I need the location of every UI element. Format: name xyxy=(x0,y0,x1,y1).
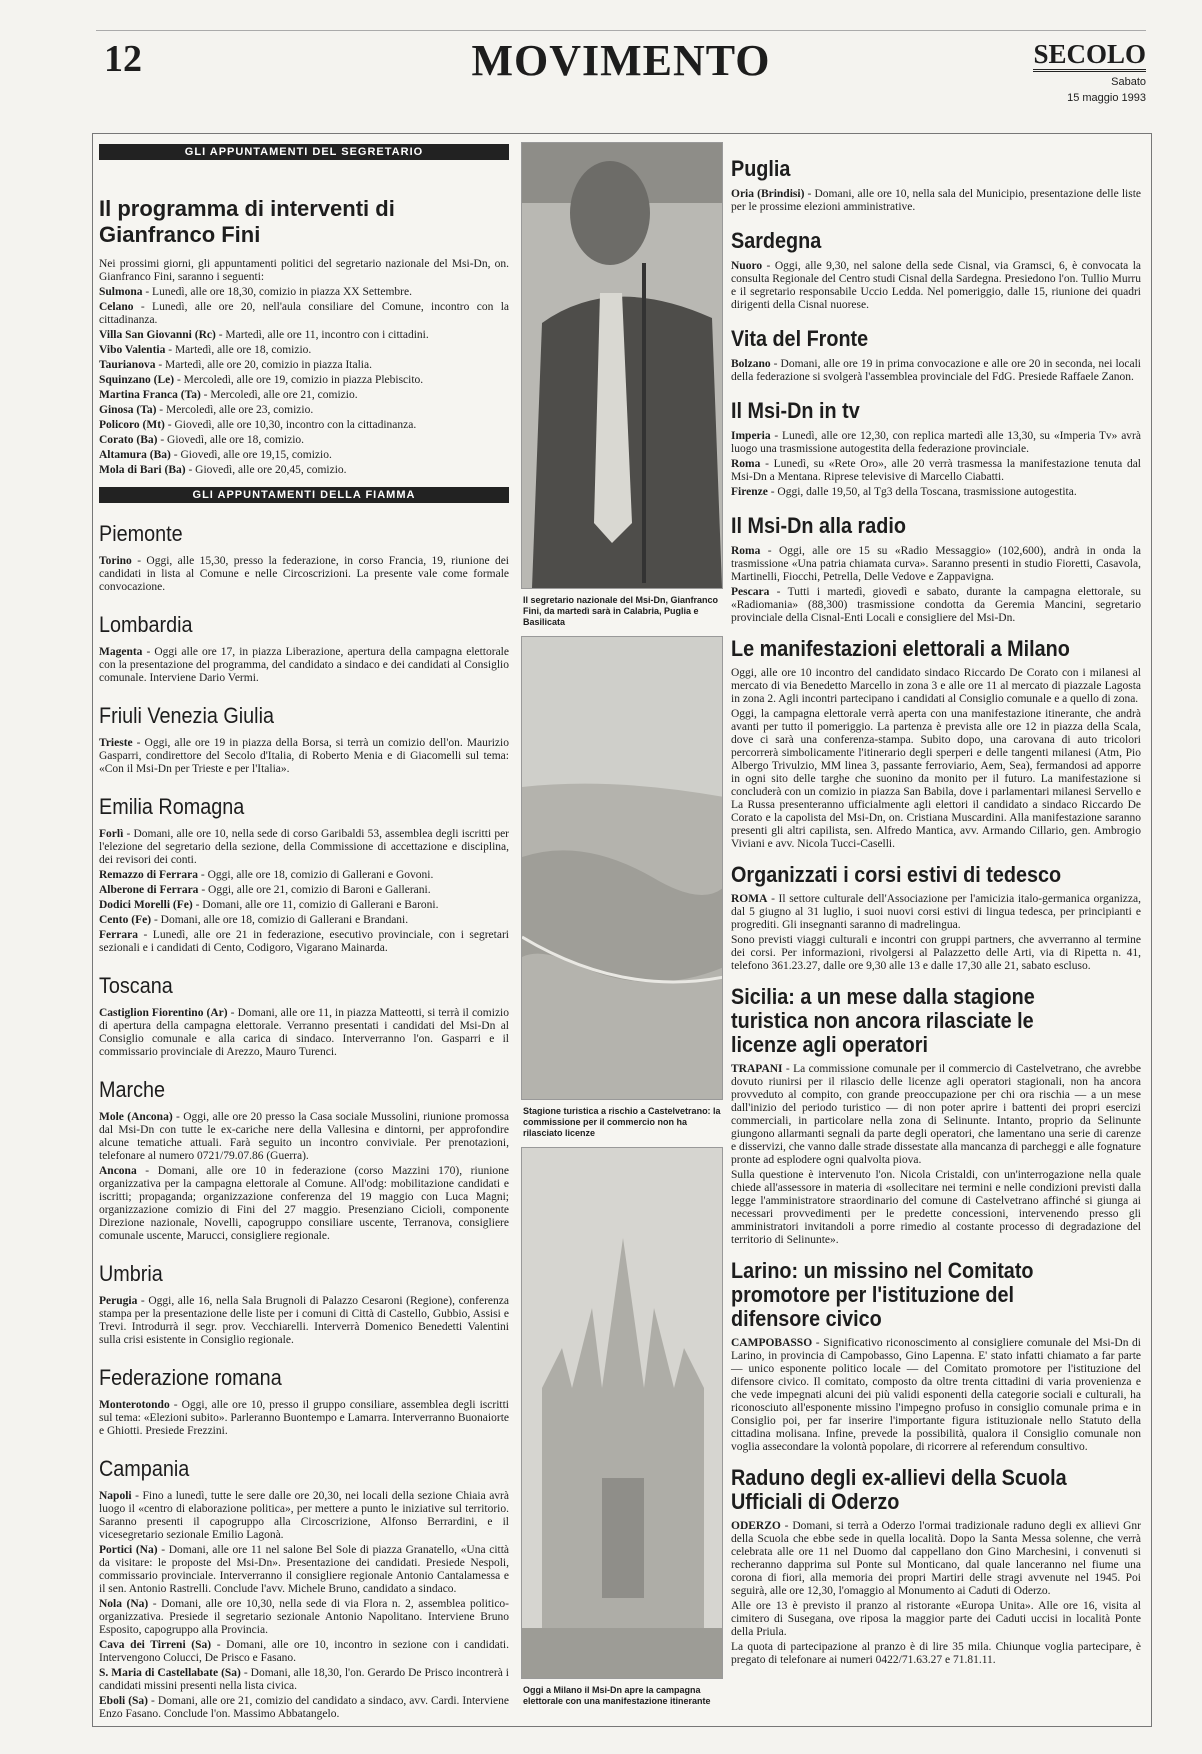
listing-item xyxy=(731,1337,1141,1454)
listing-text: - Il settore culturale dell'Associazione per l'amicizia italo-germanica organizza, dal 5 giugno al 31 luglio, i suoi nuovi corsi estivi di lingua tedesca, per principianti e progrediti. Gli insegnanti saranno di madrelingua. xyxy=(731,893,1141,931)
listing-item xyxy=(99,286,509,299)
listing-item xyxy=(99,646,509,685)
listing-text: Alle ore 13 è previsto il pranzo al ristorante «Europa Unita». Alle ore 16, visita al cimitero di Susegana, ove riposa la maggior parte dei Caduti uccisi in località Ponte della Priula. xyxy=(731,1600,1141,1638)
section-bar-fiamma: GLI APPUNTAMENTI DELLA FIAMMA xyxy=(99,487,509,503)
listing-text: - Martedì, alle ore 20, comizio in piazza Italia. xyxy=(155,359,372,371)
listing-place: Ferrara xyxy=(99,929,138,941)
section-title: MOVIMENTO xyxy=(471,36,771,85)
listing-text: - Giovedì, alle ore 10,30, incontro con la cittadinanza. xyxy=(164,419,417,431)
section-heading: Le manifestazioni elettorali a Milano xyxy=(731,636,1070,661)
listing-place: TRAPANI xyxy=(731,1063,783,1075)
listing-text: - Significativo riconoscimento al consigliere comunale del Msi-Dn di Larino, in provincia di Campobasso, Gino Lapenna. E' stato infatti chiamato a far parte — unico esponente politico locale — del Comitato promotore per l'istituzione del difensore civico. Il comitato, composto da oltre trenta cittadini di varia provenienza e che vede impegnati alcuni dei più validi esponenti della categorie sociali e culturali, ha riconosciuto all'esponente missino l'impegno profuso in consiglio comunale prima e in Consiglio poi, per far inserire l'importante figura istituzionale nello Statuto della cittadina molisana. Infine, prevede la possibilità, qualora il Consiglio comunale non voglia assecondare la volontà popolare, di ricorrere al referendum consultivo. xyxy=(731,1337,1141,1453)
right-listings xyxy=(731,156,1141,1667)
listing-place: Nuoro xyxy=(731,260,763,272)
listing-text: - Lunedì, alle ore 21 in federazione, esecutivo provinciale, con i segretari sezionali e i candidati di Cento, Codigoro, Vigarano Mainarda. xyxy=(99,929,509,954)
section-heading: Friuli Venezia Giulia xyxy=(99,703,274,728)
section-heading: Vita del Fronte xyxy=(731,326,869,351)
caption-coast: Stagione turistica a rischio a Castelvetrano: la commissione per il commercio non ha rilasciato licenze xyxy=(523,1106,721,1138)
listing-item xyxy=(99,1667,509,1693)
listing-item xyxy=(731,358,1141,384)
schedule-list xyxy=(99,286,509,477)
listing-place: Perugia xyxy=(99,1295,138,1307)
listing-item xyxy=(731,1063,1141,1167)
headline-fini: Il programma di interventi di Gianfranco Fini xyxy=(99,196,395,247)
listing-item xyxy=(99,929,509,955)
listing-place: Forlì xyxy=(99,828,124,840)
listing-place: Portici (Na) xyxy=(99,1544,158,1556)
listing-place: Cento (Fe) xyxy=(99,914,152,926)
listing-text: - Oggi, alle ore 21, comizio di Baroni e Gallerani. xyxy=(198,884,431,896)
listing-text: - Oggi, alle 15,30, presso la federazione, in corso Francia, 19, riunione dei candidati in lista al Comune e nelle Circoscrizioni. La presente vale come formale convocazione. xyxy=(99,555,509,593)
listing-text: - Domani, alle ore 10,30, nella sede di via Flora n. 2, assemblea politico-organizzativa. Presiede il segretario sezionale Antonio Napolitano. Interviene Bruno Esposito, capogruppo alla Provincia. xyxy=(99,1598,509,1636)
listing-text: - Oggi, alle ore 20 presso la Casa sociale Mussolini, riunione promossa dal Msi-Dn con tutte le ex-cariche nere della Vallesina e dintorni, per approfondire alcune tematiche attuali. Farà seguito un incontro conviviale. Per prenotazioni, telefonare al numero 0721/79.07.86 (Guerra). xyxy=(99,1111,510,1162)
listing-item xyxy=(731,893,1141,932)
section-heading: Il Msi-Dn in tv xyxy=(731,398,860,423)
listing-place: Mole (Ancona) xyxy=(99,1111,173,1123)
intro-text: Nei prossimi giorni, gli appuntamenti politici del segretario nazionale del Msi-Dn, on. Gianfranco Fini, saranno i seguenti: xyxy=(99,258,509,283)
listing-place: Sulmona xyxy=(99,286,143,298)
section-heading: Raduno degli ex-allievi della Scuola Ufficiali di Oderzo xyxy=(731,1465,1067,1514)
section-heading: Campania xyxy=(99,1456,190,1481)
listing-text: - Giovedì, alle ore 20,45, comizio. xyxy=(185,464,347,476)
listing-place: Dodici Morelli (Fe) xyxy=(99,899,193,911)
listing-item xyxy=(99,1598,509,1637)
newspaper-logo xyxy=(1033,39,1146,104)
listing-item xyxy=(731,188,1141,214)
listing-item xyxy=(99,419,509,432)
listing-place: Torino xyxy=(99,555,132,567)
listing-place: Roma xyxy=(731,545,761,557)
listing-item xyxy=(99,1111,509,1163)
listing-text: - Tutti i martedì, giovedì e sabato, durante la campagna elettorale, su «Radiomania» (88,300) trasmissione condotta da Geremia Mancini, segretario provinciale della Cisnal-Enti Locali e consigliere del Msi-Dn. xyxy=(731,586,1141,624)
coastline-icon xyxy=(522,637,723,1099)
listing-text: - Mercoledì, alle ore 23, comizio. xyxy=(156,404,314,416)
cathedral-icon xyxy=(522,1148,723,1678)
listing-item xyxy=(99,344,509,357)
listing-item xyxy=(99,1007,509,1059)
listing-text: - Domani, alle ore 10, nella sala del Municipio, presentazione delle liste per le prossime elezioni amministrative. xyxy=(731,188,1141,213)
listing-place: Trieste xyxy=(99,737,133,749)
listing-text: - Fino a lunedì, tutte le sere dalle ore 20,30, nei locali della sezione Chiaia avrà luogo il «centro di elaborazione politica», per mettere a punto le iniziative sul territorio. Saranno presenti il capogruppo alla Circoscrizione, Alfonso Berrardini, e il vicesegretario sezionale Emilio Lagonà. xyxy=(99,1490,509,1541)
listing-text: Oggi, la campagna elettorale verrà aperta con una manifestazione itinerante, che andrà avanti per tutto il pomeriggio. La partenza è prevista alle ore 12 in piazza della Scala, dove ci sarà una conferenza-stampa. Subito dopo, una carovana di auto tricolori percorrerà simbolicamente l'itinerario degli sperperi e delle tangenti milanesi (Atm, Pio Albergo Trivulzio, MM linea 3, passante ferroviario, Aem, Sea), fermandosi ad apporre in ogni sito delle targhe che suonino da monito per il futuro. La manifestazione si concluderà con un comizio in piazza San Babila, dove i parlamentari milanesi Servello e La Russa presenteranno ufficialmente agli elettori il candidato a sindaco Riccardo De Corato e la capolista del Msi-Dn, on. Cristiana Muscardini. Alla manifestazione saranno presenti gli altri capilista, sen. Alfredo Mantica, avv. Armando Cillario, gen. Ambrogio Viviani e avv. Nicola Tucci-Caselli. xyxy=(731,708,1141,850)
listing-text: - Lunedì, alle ore 18,30, comizio in piazza XX Settembre. xyxy=(142,286,412,298)
listing-place: Oria (Brindisi) xyxy=(731,188,805,200)
section-heading: Organizzati i corsi estivi di tedesco xyxy=(731,862,1062,887)
listing-place: CAMPOBASSO xyxy=(731,1337,813,1349)
listing-item xyxy=(99,1695,509,1721)
listing-item xyxy=(731,708,1141,851)
listing-place: Castiglion Fiorentino (Ar) xyxy=(99,1007,228,1019)
listing-place: Policoro (Mt) xyxy=(99,419,165,431)
listing-item xyxy=(731,1520,1141,1598)
listing-place: Firenze xyxy=(731,486,768,498)
listing-text: Oggi, alle ore 10 incontro del candidato sindaco Riccardo De Corato con i milanesi al mercato di via Benedetto Marcello in zona 3 e alle ore 11 al mercato di piazzale Lagosta in zona 2. Agli incontri partecipano i candidati al Consiglio comunale e a quello di zona. xyxy=(731,667,1141,705)
listing-item xyxy=(99,434,509,447)
listing-place: Imperia xyxy=(731,430,771,442)
listing-text: - Lunedì, su «Rete Oro», alle 20 verrà trasmessa la manifestazione tenuta dal Msi-Dn a Mentana. Riprese televisive di Marcello Ciabatti. xyxy=(731,458,1141,483)
listing-text: - Oggi, alle 9,30, nel salone della sede Cisnal, via Gramsci, 6, è convocata la consulta Regionale del Centro studi Cisnal della Sardegna. Presiedono l'on. Tullio Murru e il segretario responsabile Uccio Ledda. Nel pomeriggio, dalle 15, riunione dei quadri dirigenti della Cisnal nuorese. xyxy=(731,260,1141,311)
section-heading: Sicilia: a un mese dalla stagione turistica non ancora rilasciate le licenze agli operatori xyxy=(731,984,1035,1057)
listing-item xyxy=(99,329,509,342)
listing-text: La quota di partecipazione al pranzo è di lire 35 mila. Chiunque voglia partecipare, è pregato di telefonare ai numeri 0422/71.63.27 e 71.81.11. xyxy=(731,1641,1141,1666)
listing-place: Ginosa (Ta) xyxy=(99,404,157,416)
listing-text: - Giovedì, alle ore 19,15, comizio. xyxy=(170,449,332,461)
listing-text: - Oggi alle ore 17, in piazza Liberazione, apertura della campagna elettorale con la presentazione del programma, del candidato a sindaco e dei candidati al Consiglio comunale. Interviene Dario Vermi. xyxy=(99,646,509,684)
page-frame xyxy=(92,133,1152,1727)
issue-date: 15 maggio 1993 xyxy=(1067,92,1146,104)
listing-text: - Oggi, alle 16, nella Sala Brugnoli di Palazzo Cesaroni (Regione), conferenza stampa per la presentazione delle liste per i comuni di Città di Castello, Gubbio, Assisi e Trevi. Introdurrà il segr. prov. Vecchiarelli. Interverrà Domenico Benedetti Valentini sulla crisi esistente in Consiglio regionale. xyxy=(99,1295,509,1346)
listing-item xyxy=(731,1641,1141,1667)
listing-text: - Martedì, alle ore 18, comizio. xyxy=(165,344,312,356)
listing-place: Bolzano xyxy=(731,358,771,370)
section-heading: Il Msi-Dn alla radio xyxy=(731,513,906,538)
listing-item xyxy=(731,1600,1141,1639)
issue-day: Sabato xyxy=(1111,76,1146,88)
listing-text: - La commissione comunale per il commercio di Castelvetrano, che avrebbe dovuto riunirsi per il rilascio delle licenze agli operatori stagionali, non ha ancora provveduto al compito, con grande preoccupazione per chi ora rischia — a un mese dall'inizio del periodo turistico — di non poter aprire i battenti dei propri esercizi commerciali, in particolare nella zona di Selinunte. Intanto, proprio da Selinunte giungono allarmanti segnali da parte degli operatori, che lamentano una serie di carenze e disservizi, che vanno dalle strade dissestate alla mancanza di parcheggi e alle fognature pronte ad esplodere ogni qualvolta piova. xyxy=(731,1063,1141,1166)
caption-fini: Il segretario nazionale del Msi-Dn, Gianfranco Fini, da martedì sarà in Calabria, Puglia e Basilicata xyxy=(523,595,719,627)
listing-text: - Mercoledì, alle ore 21, comizio. xyxy=(200,389,358,401)
listing-item xyxy=(99,464,509,477)
section-heading: Emilia Romagna xyxy=(99,794,245,819)
listing-place: Eboli (Sa) xyxy=(99,1695,149,1707)
listing-place: Cava dei Tirreni (Sa) xyxy=(99,1639,212,1651)
listing-text: - Domani, alle ore 10 in federazione (corso Mazzini 170), riunione organizzativa per la campagna elettorale al Comune. All'odg: mobilitazione candidati e iscritti; propaganda; organizzazione conferenza del 19 maggio con Luca Magni; organizzazione comizio di Fini del 27 maggio. Presenziano Cicioli, componente Direzione nazionale, Novelli, capogruppo consiliare uscente, Terranova, consigliere comunale uscente, Marucci, consigliere regionale. xyxy=(99,1165,509,1242)
photo-coast xyxy=(521,636,723,1100)
listing-item xyxy=(99,555,509,594)
section-heading: Lombardia xyxy=(99,612,193,637)
column-photos xyxy=(521,142,723,1715)
masthead xyxy=(96,30,1146,104)
listing-text: - Oggi, alle ore 15 su «Radio Messaggio» (102,600), andrà in onda la trasmissione «Una patria chiamata curva». Saranno presenti in studio Fioretti, Casavola, Martinelli, Fiocchi, Petrella, Delle Vedove e Zappavigna. xyxy=(731,545,1141,583)
listing-place: Corato (Ba) xyxy=(99,434,158,446)
listing-place: ROMA xyxy=(731,893,768,905)
section-bar-segretario: GLI APPUNTAMENTI DEL SEGRETARIO xyxy=(99,144,509,160)
listing-item xyxy=(99,404,509,417)
listing-item xyxy=(731,430,1141,456)
regional-listings xyxy=(99,521,509,1721)
listing-text: Sono previsti viaggi culturali e incontri con gruppi partners, che avverranno al termine dei corsi. Per informazioni, rivolgersi al Palazzetto delle Arti, via di Ripetta n. 41, telefono 361.23.27, dalle ore 9,30 alle 13 e dalle 17,30 alle 21, sabato escluso. xyxy=(731,934,1141,972)
caption-milan: Oggi a Milano il Msi-Dn apre la campagna elettorale con una manifestazione itinerante xyxy=(523,1685,711,1706)
listing-item xyxy=(99,828,509,867)
listing-place: Villa San Giovanni (Rc) xyxy=(99,329,216,341)
listing-place: Altamura (Ba) xyxy=(99,449,171,461)
listing-item xyxy=(731,486,1141,499)
listing-text: - Oggi, alle ore 19 in piazza della Borsa, si terrà un comizio dell'on. Maurizio Gasparri, condirettore del Secolo d'Italia, di Roberto Menia e di Giacomelli sul tema: «Con il Msi-Dn per Trieste e per l'Italia». xyxy=(99,737,509,775)
listing-item xyxy=(731,260,1141,312)
listing-item xyxy=(731,545,1141,584)
photo-milan-duomo xyxy=(521,1147,723,1679)
listing-text: - Domani, alle ore 11, comizio di Gallerani e Baroni. xyxy=(192,899,439,911)
listing-place: Roma xyxy=(731,458,761,470)
photo-fini xyxy=(521,142,723,589)
listing-item xyxy=(99,1490,509,1542)
listing-text: - Domani, alle ore 21, comizio del candidato a sindaco, avv. Cardi. Interviene Enzo Fasano. Conclude l'on. Massimo Abbatangelo. xyxy=(99,1695,509,1720)
listing-text: - Domani, alle ore 18, comizio di Gallerani e Brandani. xyxy=(151,914,409,926)
listing-place: Celano xyxy=(99,301,134,313)
section-heading: Marche xyxy=(99,1077,166,1102)
listing-item xyxy=(731,586,1141,625)
listing-item xyxy=(99,1399,509,1438)
page-number: 12 xyxy=(104,38,142,80)
listing-text: - Lunedì, alle ore 20, nell'aula consiliare del Comune, incontro con la cittadinanza. xyxy=(99,301,509,326)
newspaper-name: SECOLO xyxy=(1033,39,1146,72)
listing-text: - Oggi, alle ore 10, presso il gruppo consiliare, assemblea degli iscritti sul tema: «Elezioni subito». Parleranno Buontempo e Lamarra. Interverranno Buonaiorte e Ghiotti. Presiede Frezzini. xyxy=(99,1399,509,1437)
listing-place: Nola (Na) xyxy=(99,1598,149,1610)
listing-place: Squinzano (Le) xyxy=(99,374,175,386)
listing-place: Ancona xyxy=(99,1165,137,1177)
listing-item xyxy=(731,458,1141,484)
listing-item xyxy=(99,359,509,372)
listing-text: - Domani, alle ore 10, nella sede di corso Garibaldi 53, assemblea degli iscritti per l'elezione del segretario della sezione, della Commissione di accettazione e disciplina, dei revisori dei conti. xyxy=(99,828,509,866)
section-heading: Sardegna xyxy=(731,228,822,253)
listing-text: - Oggi, alle ore 18, comizio di Gallerani e Govoni. xyxy=(197,869,434,881)
column-left xyxy=(99,142,509,1723)
listing-item xyxy=(731,1169,1141,1247)
listing-place: Martina Franca (Ta) xyxy=(99,389,201,401)
listing-text: - Martedì, alle ore 11, incontro con i cittadini. xyxy=(215,329,429,341)
listing-item xyxy=(99,899,509,912)
listing-item xyxy=(99,374,509,387)
listing-place: ODERZO xyxy=(731,1520,781,1532)
section-heading: Larino: un missino nel Comitato promotore per l'istituzione del difensore civico xyxy=(731,1258,1034,1331)
listing-place: Magenta xyxy=(99,646,143,658)
section-heading: Toscana xyxy=(99,973,173,998)
section-heading: Piemonte xyxy=(99,521,183,546)
section-heading: Umbria xyxy=(99,1261,163,1286)
listing-item xyxy=(731,934,1141,973)
listing-item xyxy=(99,869,509,882)
listing-place: Mola di Bari (Ba) xyxy=(99,464,186,476)
listing-item xyxy=(99,914,509,927)
listing-item xyxy=(99,1165,509,1243)
listing-text: - Giovedì, alle ore 18, comizio. xyxy=(157,434,305,446)
listing-item xyxy=(99,389,509,402)
listing-place: Napoli xyxy=(99,1490,132,1502)
column-right xyxy=(731,142,1141,1669)
listing-text: - Lunedì, alle ore 12,30, con replica martedì alle 13,30, su «Imperia Tv» avrà luogo una trasmissione autogestita della federazione provinciale. xyxy=(731,430,1141,455)
listing-text: - Domani, alle ore 19 in prima convocazione e alle ore 20 in seconda, nei locali della federazione si svolgerà l'assemblea provinciale del FdG. Presiede Raffaele Zanon. xyxy=(731,358,1141,383)
listing-place: Pescara xyxy=(731,586,770,598)
listing-item xyxy=(99,884,509,897)
listing-text: - Oggi, dalle 19,50, al Tg3 della Toscana, trasmissione autogestita. xyxy=(767,486,1077,498)
listing-text: - Domani, alle ore 11 nel salone Bel Sole di piazza Granatello, «Una città da visitare: le proposte del Msi-Dn». Presentazione dei candidati. Presiede Nespoli, commissario provinciale. Interverranno il consigliere regionale Antonio Cantalamessa e il sen. Antonio Rastrelli. Conclude l'avv. Michele Bruno, candidato a sindaco. xyxy=(99,1544,510,1595)
listing-item xyxy=(99,301,509,327)
listing-item xyxy=(99,449,509,462)
listing-place: Vibo Valentia xyxy=(99,344,166,356)
listing-text: - Domani, alle 18,30, l'on. Gerardo De Prisco incontrerà i candidati missini presenti nella lista civica. xyxy=(99,1667,509,1692)
listing-text: - Domani, si terrà a Oderzo l'ormai tradizionale raduno degli ex allievi Gnr della Scuola che ebbe sede in quella località. Dopo la Santa Messa solenne, che verrà celebrata alle ore 11 nel Duomo dal cappellano don Gino Marchesini, i convenuti si recheranno dapprima sul Ponte sul Monticano, dal quale lanceranno nel fiume una corona di fiori, alla memoria dei propri Martiri delle stragi avvenute nel 1945. Poi seguirà, alle ore 12,30, l'omaggio al Monumento ai Caduti di Oderzo. xyxy=(731,1520,1141,1597)
listing-item xyxy=(99,1544,509,1596)
listing-item xyxy=(99,1639,509,1665)
listing-place: Taurianova xyxy=(99,359,156,371)
listing-item xyxy=(99,1295,509,1347)
section-heading: Federazione romana xyxy=(99,1365,282,1390)
speaker-silhouette-icon xyxy=(522,143,723,588)
listing-item xyxy=(731,667,1141,706)
listing-place: Remazzo di Ferrara xyxy=(99,869,198,881)
listing-item xyxy=(99,737,509,776)
listing-text: - Mercoledì, alle ore 19, comizio in piazza Plebiscito. xyxy=(174,374,424,386)
section-heading: Puglia xyxy=(731,156,791,181)
listing-place: Monterotondo xyxy=(99,1399,170,1411)
listing-text: - Domani, alle ore 10, incontro in sezione con i candidati. Intervengono Colucci, De Prisco e Fasano. xyxy=(99,1639,509,1664)
listing-place: Alberone di Ferrara xyxy=(99,884,199,896)
listing-text: - Domani, alle ore 11, in piazza Matteotti, si terrà il comizio di apertura della campagna elettorale. Verranno presentati i candidati del Msi-Dn al Consiglio comunale e alla carica di sindaco. Interverranno l'on. Gasparri e il commissario provinciale di Arezzo, Mauro Turenci. xyxy=(99,1007,509,1058)
listing-text: Sulla questione è intervenuto l'on. Nicola Cristaldi, con un'interrogazione nella quale chiede all'assessore in materia di «sollecitare nei termini e nelle condizioni previsti dalla legge l'amministratore straordinario del comune di Castelvetrano affinché si giunga ai necessari provvedimenti per le predette concessioni, intervenendo presso gli amministratori invitandoli a porre rimedio al costante processo di degradazione del territorio di Selinunte». xyxy=(731,1169,1141,1246)
listing-place: S. Maria di Castellabate (Sa) xyxy=(99,1667,241,1679)
